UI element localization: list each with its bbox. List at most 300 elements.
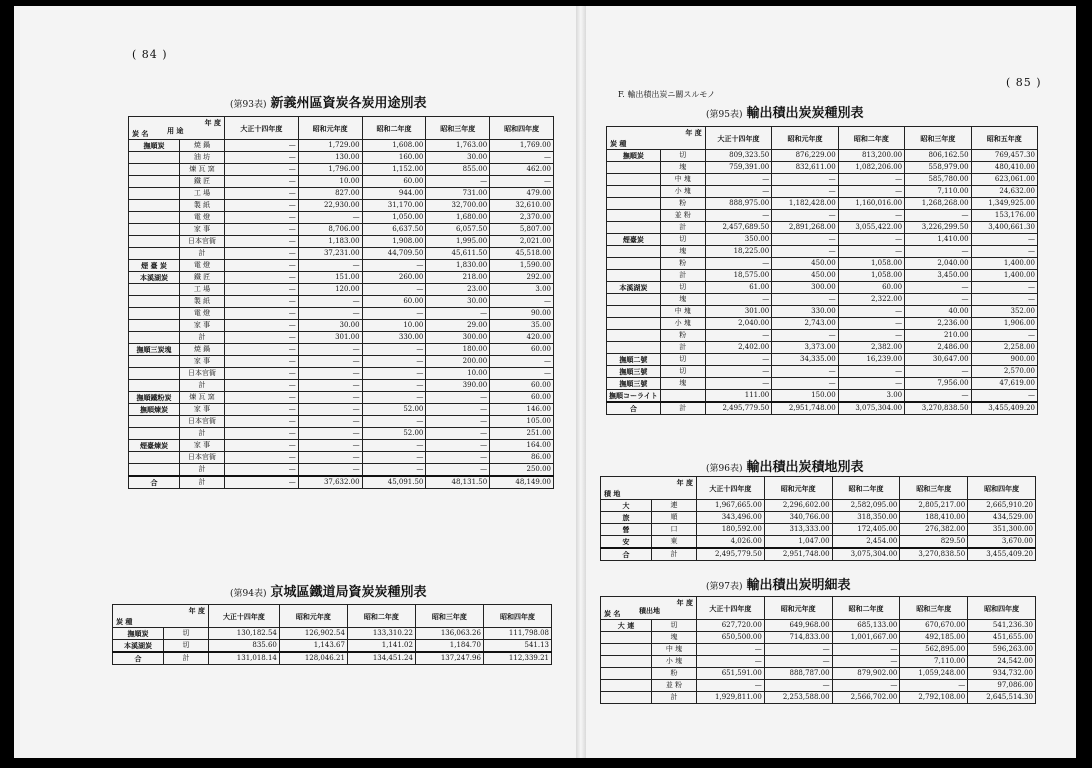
value-cell: —: [362, 308, 426, 320]
value-cell: 714,833.00: [764, 632, 832, 644]
sub-label: 製 紙: [180, 296, 225, 308]
value-cell: —: [362, 284, 426, 296]
group-label: [129, 188, 180, 200]
year-header: 昭和五年度: [971, 127, 1037, 150]
value-cell: 134,451.24: [347, 652, 415, 665]
value-cell: 276,382.00: [900, 524, 968, 536]
table-row: [129, 368, 554, 380]
value-cell: —: [298, 452, 362, 464]
value-cell: 150.00: [772, 390, 838, 403]
year-header: 昭和二年度: [832, 597, 900, 620]
group-label: 撫順炭: [113, 628, 164, 640]
value-cell: —: [772, 366, 838, 378]
sub-label: 小 塊: [652, 656, 697, 668]
corner-row-label: 積 地: [604, 489, 621, 498]
value-cell: 60.00: [490, 392, 554, 404]
sub-label: 切: [660, 282, 705, 294]
value-cell: —: [298, 464, 362, 477]
value-cell: 351,300.00: [968, 524, 1036, 536]
year-header: 昭和元年度: [279, 605, 347, 628]
value-cell: 2,021.00: [490, 236, 554, 248]
value-cell: 2,566,702.00: [832, 692, 900, 704]
table-row: [129, 392, 554, 404]
value-cell: 131,018.14: [209, 652, 280, 665]
value-cell: —: [426, 404, 490, 416]
value-cell: 18,225.00: [705, 246, 771, 258]
value-cell: 829.50: [900, 536, 968, 549]
value-cell: —: [838, 330, 904, 342]
value-cell: 813,200.00: [838, 150, 904, 162]
group-label: 大: [601, 500, 652, 512]
value-cell: —: [971, 390, 1037, 403]
table-93: [128, 116, 554, 489]
value-cell: 313,333.00: [764, 524, 832, 536]
group-label: [129, 152, 180, 164]
sub-label: 製 紙: [180, 200, 225, 212]
group-label: [129, 164, 180, 176]
value-cell: 649,968.00: [764, 620, 832, 632]
value-cell: 390.00: [426, 380, 490, 392]
value-cell: 492,185.00: [900, 632, 968, 644]
sub-label: 計: [180, 332, 225, 344]
table-96-title: (第96表) 輸出積出炭積地別表: [706, 460, 864, 475]
value-cell: 1,268,268.00: [905, 198, 971, 210]
value-cell: —: [705, 258, 771, 270]
table-row: [601, 644, 1036, 656]
value-cell: —: [772, 234, 838, 246]
value-cell: 52.00: [362, 428, 426, 440]
sub-label: 工 場: [180, 188, 225, 200]
sub-label: 計: [652, 548, 697, 561]
value-cell: —: [225, 464, 299, 477]
group-label: [129, 368, 180, 380]
group-label: 旅: [601, 512, 652, 524]
group-label: [607, 198, 661, 210]
value-cell: 1,729.00: [298, 140, 362, 152]
value-cell: —: [225, 296, 299, 308]
corner-top-label: 年 度: [676, 598, 693, 607]
value-cell: —: [705, 294, 771, 306]
value-cell: 1,184.70: [415, 640, 483, 653]
value-cell: 30.00: [426, 152, 490, 164]
group-label: [129, 248, 180, 260]
value-cell: 3,373.00: [772, 342, 838, 354]
value-cell: —: [426, 392, 490, 404]
value-cell: 670,670.00: [900, 620, 968, 632]
value-cell: —: [764, 644, 832, 656]
value-cell: 1,400.00: [971, 258, 1037, 270]
value-cell: 10.00: [362, 320, 426, 332]
value-cell: 44,709.50: [362, 248, 426, 260]
year-header: 昭和二年度: [362, 117, 426, 140]
sub-label: 並 粉: [660, 210, 705, 222]
table-row: [607, 150, 1038, 162]
group-label: [129, 416, 180, 428]
group-label: [129, 284, 180, 296]
sub-label: 切: [660, 354, 705, 366]
value-cell: 541.13: [483, 640, 551, 653]
corner-row-label: 炭 名: [604, 609, 621, 618]
value-cell: 60.00: [490, 380, 554, 392]
value-cell: —: [426, 452, 490, 464]
group-label: 煙臺炭: [607, 234, 661, 246]
table-95-title: (第95表) 輸出積出炭炭種別表: [706, 106, 864, 121]
value-cell: —: [705, 378, 771, 390]
value-cell: —: [298, 380, 362, 392]
value-cell: 462.00: [490, 164, 554, 176]
group-label: [607, 210, 661, 222]
value-cell: —: [225, 380, 299, 392]
year-header: 昭和三年度: [900, 597, 968, 620]
group-label: [607, 318, 661, 330]
value-cell: —: [772, 174, 838, 186]
value-cell: 111,798.08: [483, 628, 551, 640]
value-cell: 480,410.00: [971, 162, 1037, 174]
table-row: [129, 476, 554, 489]
value-cell: 1,906.00: [971, 318, 1037, 330]
value-cell: 7,110.00: [900, 656, 968, 668]
value-cell: —: [838, 318, 904, 330]
sub-label: 塊: [660, 378, 705, 390]
value-cell: —: [362, 392, 426, 404]
table-row: [129, 176, 554, 188]
corner-top-label: 年 度: [685, 128, 702, 137]
value-cell: 60.00: [362, 296, 426, 308]
value-cell: 10.00: [426, 368, 490, 380]
value-cell: 301.00: [298, 332, 362, 344]
corner-col-label: 積出地: [639, 606, 660, 615]
value-cell: —: [362, 416, 426, 428]
table-row: [607, 258, 1038, 270]
table-row: [607, 366, 1038, 378]
table-row: [129, 272, 554, 284]
value-cell: —: [225, 440, 299, 452]
year-header: 昭和元年度: [772, 127, 838, 150]
value-cell: 136,063.26: [415, 628, 483, 640]
sub-label: 家 事: [180, 440, 225, 452]
value-cell: —: [705, 174, 771, 186]
value-cell: 1,059,248.00: [900, 668, 968, 680]
table-row: [113, 628, 552, 640]
value-cell: 52.00: [362, 404, 426, 416]
value-cell: 47,619.00: [971, 378, 1037, 390]
value-cell: —: [298, 260, 362, 272]
header-row: [129, 117, 554, 140]
value-cell: 318,350.00: [832, 512, 900, 524]
table-94: [112, 604, 552, 665]
value-cell: 1,047.00: [764, 536, 832, 549]
group-label: [601, 680, 652, 692]
table-row: [129, 260, 554, 272]
value-cell: —: [298, 428, 362, 440]
sub-label: 計: [180, 428, 225, 440]
value-cell: 37,231.00: [298, 248, 362, 260]
value-cell: 1,763.00: [426, 140, 490, 152]
table-row: [601, 536, 1036, 549]
value-cell: 1,908.00: [362, 236, 426, 248]
year-header: 昭和元年度: [764, 477, 832, 500]
value-cell: —: [697, 644, 765, 656]
value-cell: —: [905, 366, 971, 378]
left-page: [20, 6, 582, 758]
value-cell: —: [971, 234, 1037, 246]
year-header: 昭和四年度: [968, 477, 1036, 500]
value-cell: —: [905, 246, 971, 258]
value-cell: 434,529.00: [968, 512, 1036, 524]
value-cell: 4,026.00: [697, 536, 765, 549]
table-row: [129, 440, 554, 452]
sub-label: 切: [652, 620, 697, 632]
value-cell: 3,270,838.50: [900, 548, 968, 561]
value-cell: 558,979.00: [905, 162, 971, 174]
header-row: [113, 605, 552, 628]
sub-label: 日本官衙: [180, 416, 225, 428]
value-cell: —: [832, 656, 900, 668]
table-row: [607, 318, 1038, 330]
table-row: [607, 330, 1038, 342]
value-cell: 45,518.00: [490, 248, 554, 260]
sub-label: 東: [652, 536, 697, 549]
right-page: [586, 6, 1076, 758]
group-label: [607, 222, 661, 234]
value-cell: 451,655.00: [968, 632, 1036, 644]
sub-label: 電 燈: [180, 308, 225, 320]
value-cell: —: [705, 186, 771, 198]
value-cell: 2,402.00: [705, 342, 771, 354]
sub-label: 計: [180, 464, 225, 477]
value-cell: 2,382.00: [838, 342, 904, 354]
sub-label: 小 塊: [660, 186, 705, 198]
value-cell: 151.00: [298, 272, 362, 284]
section-heading: F. 輸出積出炭ニ關スルモノ: [618, 90, 716, 99]
value-cell: —: [362, 440, 426, 452]
value-cell: —: [490, 176, 554, 188]
sub-label: 切: [164, 640, 209, 653]
table-row: [607, 282, 1038, 294]
value-cell: —: [490, 356, 554, 368]
value-cell: 130.00: [298, 152, 362, 164]
table-96: [600, 476, 1036, 561]
value-cell: 627,720.00: [697, 620, 765, 632]
table-row: [601, 500, 1036, 512]
value-cell: —: [298, 440, 362, 452]
table-row: [601, 656, 1036, 668]
group-label: [129, 380, 180, 392]
sub-label: 煉 瓦 窯: [180, 164, 225, 176]
value-cell: 260.00: [362, 272, 426, 284]
table-row: [601, 512, 1036, 524]
value-cell: —: [225, 392, 299, 404]
sub-label: 塊: [652, 632, 697, 644]
value-cell: 126,902.54: [279, 628, 347, 640]
value-cell: 90.00: [490, 308, 554, 320]
value-cell: 1,143.67: [279, 640, 347, 653]
value-cell: 2,370.00: [490, 212, 554, 224]
value-cell: 300.00: [772, 282, 838, 294]
value-cell: 30.00: [426, 296, 490, 308]
value-cell: 29.00: [426, 320, 490, 332]
group-label: [607, 162, 661, 174]
table-row: [129, 452, 554, 464]
table-row: [607, 390, 1038, 403]
value-cell: 855.00: [426, 164, 490, 176]
table-row: [601, 632, 1036, 644]
value-cell: 6,057.50: [426, 224, 490, 236]
table-row: [601, 692, 1036, 704]
value-cell: 24,632.00: [971, 186, 1037, 198]
value-cell: —: [705, 210, 771, 222]
sub-label: 切: [660, 366, 705, 378]
sub-label: 焼 鍋: [180, 344, 225, 356]
value-cell: —: [764, 680, 832, 692]
value-cell: 40.00: [905, 306, 971, 318]
table-row: [129, 332, 554, 344]
value-cell: 200.00: [426, 356, 490, 368]
value-cell: —: [225, 368, 299, 380]
sub-label: 中 塊: [652, 644, 697, 656]
value-cell: —: [225, 140, 299, 152]
value-cell: 1,182,428.00: [772, 198, 838, 210]
sub-label: 計: [652, 692, 697, 704]
value-cell: —: [697, 656, 765, 668]
group-label: [601, 692, 652, 704]
value-cell: —: [905, 294, 971, 306]
table-row: [129, 212, 554, 224]
group-label: [129, 464, 180, 477]
value-cell: —: [705, 354, 771, 366]
sub-label: 日本官衙: [180, 236, 225, 248]
value-cell: —: [905, 390, 971, 403]
value-cell: 596,263.00: [968, 644, 1036, 656]
sub-label: 粉: [660, 198, 705, 210]
value-cell: 160.00: [362, 152, 426, 164]
group-label: [607, 174, 661, 186]
table-row: [129, 428, 554, 440]
header-row: [607, 127, 1038, 150]
group-label: 本溪湖炭: [113, 640, 164, 653]
page-number-right: ( 85 ): [1006, 76, 1042, 89]
value-cell: —: [225, 272, 299, 284]
value-cell: —: [838, 366, 904, 378]
value-cell: —: [362, 464, 426, 477]
sub-label: 口: [652, 524, 697, 536]
sub-label: 計: [180, 476, 225, 489]
value-cell: —: [838, 186, 904, 198]
table-row: [607, 378, 1038, 390]
corner-cell: [607, 127, 706, 150]
value-cell: —: [298, 392, 362, 404]
sub-label: 計: [660, 402, 705, 415]
value-cell: —: [490, 152, 554, 164]
value-cell: —: [298, 404, 362, 416]
value-cell: —: [225, 452, 299, 464]
value-cell: 330.00: [772, 306, 838, 318]
value-cell: 809,323.50: [705, 150, 771, 162]
group-label: 本溪湖炭: [607, 282, 661, 294]
value-cell: —: [838, 210, 904, 222]
value-cell: 2,665,910.20: [968, 500, 1036, 512]
table-row: [607, 198, 1038, 210]
value-cell: 60.00: [490, 344, 554, 356]
value-cell: 651,591.00: [697, 668, 765, 680]
value-cell: 1,410.00: [905, 234, 971, 246]
corner-cell: [601, 477, 697, 500]
table-row: [601, 668, 1036, 680]
table-row: [129, 296, 554, 308]
value-cell: 146.00: [490, 404, 554, 416]
year-header: 昭和四年度: [968, 597, 1036, 620]
group-label: [601, 668, 652, 680]
group-label: [607, 294, 661, 306]
table-row: [129, 308, 554, 320]
value-cell: 1,929,811.00: [697, 692, 765, 704]
group-label: [607, 186, 661, 198]
value-cell: 86.00: [490, 452, 554, 464]
corner-row-label: 炭 種: [116, 617, 133, 626]
sub-label: 鐵 匠: [180, 176, 225, 188]
value-cell: 16,239.00: [838, 354, 904, 366]
value-cell: —: [362, 344, 426, 356]
value-cell: —: [298, 212, 362, 224]
sub-label: 切: [164, 628, 209, 640]
value-cell: 769,457.30: [971, 150, 1037, 162]
value-cell: 61.00: [705, 282, 771, 294]
value-cell: —: [971, 246, 1037, 258]
value-cell: —: [838, 378, 904, 390]
value-cell: 3,226,299.50: [905, 222, 971, 234]
value-cell: 1,058.00: [838, 258, 904, 270]
value-cell: —: [225, 212, 299, 224]
group-label: [601, 656, 652, 668]
group-label: [601, 632, 652, 644]
sub-label: 順: [652, 512, 697, 524]
value-cell: —: [772, 246, 838, 258]
sub-label: 日本官衙: [180, 452, 225, 464]
value-cell: 60.00: [362, 176, 426, 188]
sub-label: 計: [180, 248, 225, 260]
value-cell: 1,830.00: [426, 260, 490, 272]
value-cell: 1,349,925.00: [971, 198, 1037, 210]
value-cell: 450.00: [772, 258, 838, 270]
table-row: [129, 248, 554, 260]
sub-label: 家 事: [180, 224, 225, 236]
group-label: 合: [601, 548, 652, 561]
table-row: [607, 342, 1038, 354]
table-row: [607, 306, 1038, 318]
group-label: 營: [601, 524, 652, 536]
value-cell: 343,496.00: [697, 512, 765, 524]
value-cell: —: [225, 404, 299, 416]
value-cell: 1,082,206.00: [838, 162, 904, 174]
value-cell: 944.00: [362, 188, 426, 200]
sub-label: 塊: [660, 246, 705, 258]
value-cell: 7,956.00: [905, 378, 971, 390]
value-cell: 128,046.21: [279, 652, 347, 665]
value-cell: 188,410.00: [900, 512, 968, 524]
table-row: [129, 140, 554, 152]
value-cell: —: [225, 224, 299, 236]
group-label: 撫順二號: [607, 354, 661, 366]
value-cell: 420.00: [490, 332, 554, 344]
group-label: 本溪湖炭: [129, 272, 180, 284]
value-cell: —: [225, 416, 299, 428]
group-label: [607, 342, 661, 354]
value-cell: —: [764, 656, 832, 668]
sub-label: 塊: [660, 294, 705, 306]
group-label: 安: [601, 536, 652, 549]
group-label: [129, 236, 180, 248]
group-label: [607, 270, 661, 282]
